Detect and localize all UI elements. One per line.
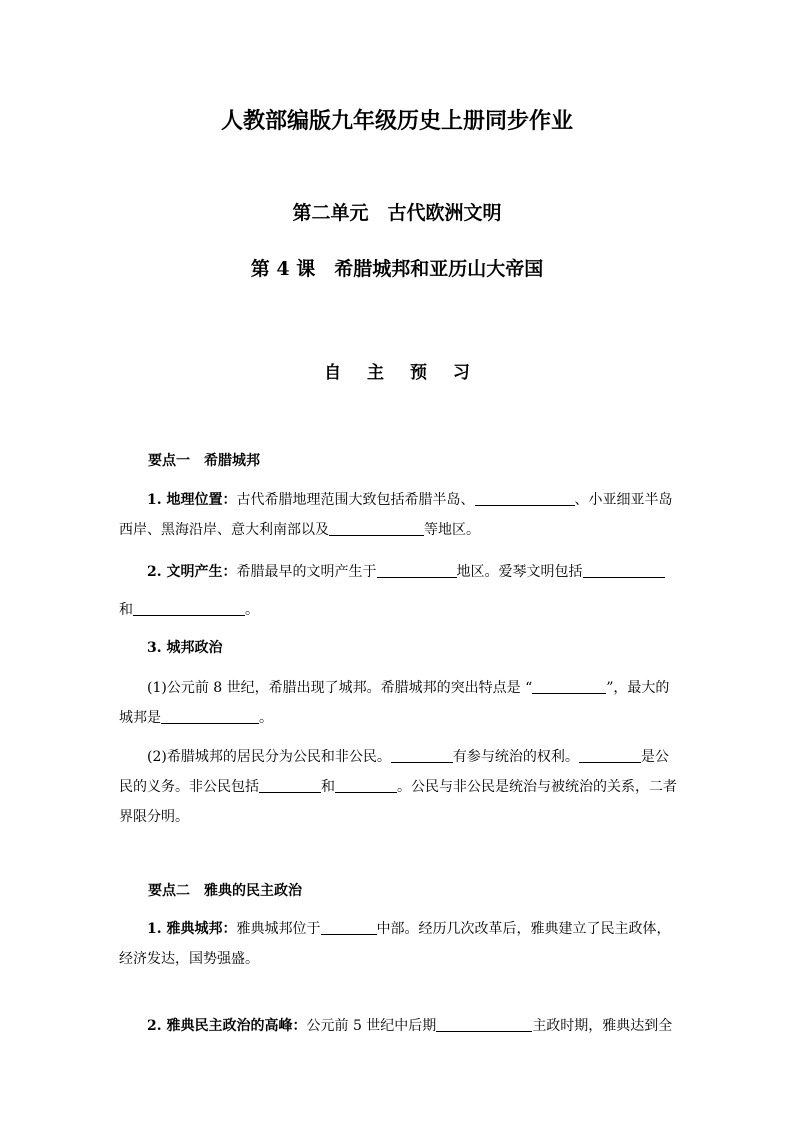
point2-heading: 要点二 雅典的民主政治 xyxy=(148,883,302,899)
lesson-title: 第 4 课 希腊城邦和亚历山大帝国 xyxy=(250,258,544,280)
item-text: 、小亚细亚半岛西岸、黑海沿岸、意大利南部以及 xyxy=(119,492,673,538)
item-text: 中部。经历几次改革后，雅典建立了民主政体，经济发达，国势强盛。 xyxy=(119,921,671,967)
section-heading xyxy=(0,358,794,383)
item-label: 2. 雅典民主政治的高峰： xyxy=(147,1018,307,1034)
section-heading-char: 主 xyxy=(367,363,385,383)
point1-item2 xyxy=(119,553,679,629)
item-text: 地区。爱琴文明包括 xyxy=(456,564,583,580)
answer-blank[interactable] xyxy=(532,679,606,694)
answer-blank[interactable] xyxy=(335,778,397,793)
item-text: ”，最大的城邦是 xyxy=(119,680,670,726)
item-text: 主政时期，雅典达到全 xyxy=(532,1018,673,1034)
answer-blank[interactable] xyxy=(583,563,665,578)
unit-title: 第二单元 古代欧洲文明 xyxy=(292,202,502,224)
item-text: 等地区。 xyxy=(424,522,480,538)
answer-blank[interactable] xyxy=(391,748,453,763)
item-text: (1)公元前 8 世纪，希腊出现了城邦。希腊城邦的突出特点是 “ xyxy=(147,680,533,696)
answer-blank[interactable] xyxy=(259,778,321,793)
section-heading-char: 习 xyxy=(452,363,470,383)
item-label: 3. 城邦政治 xyxy=(147,640,223,656)
item-text: 雅典城邦位于 xyxy=(236,921,321,937)
answer-blank[interactable] xyxy=(133,601,245,616)
point1-heading: 要点一 希腊城邦 xyxy=(148,453,260,469)
answer-blank[interactable] xyxy=(475,491,575,506)
section-heading-char: 自 xyxy=(324,363,342,383)
point2-item1 xyxy=(119,914,679,974)
item-text: 和 xyxy=(119,602,133,618)
item-text: 是公民的义务。非公民包括 xyxy=(119,749,669,795)
item-text: 。 xyxy=(245,602,259,618)
section-heading-char: 预 xyxy=(409,363,427,383)
item-text: (2)希腊城邦的居民分为公民和非公民。 xyxy=(147,749,391,765)
point1-sub1 xyxy=(119,673,679,733)
item-text: 。 xyxy=(259,710,273,726)
document-title: 人教部编版九年级历史上册同步作业 xyxy=(220,108,573,134)
answer-blank[interactable] xyxy=(329,521,424,536)
point1-item3-heading xyxy=(119,633,679,663)
item-label: 1. 雅典城邦： xyxy=(147,921,237,937)
item-text: 希腊最早的文明产生于 xyxy=(236,564,377,580)
item-label: 2. 文明产生： xyxy=(147,564,237,580)
point1-item1 xyxy=(119,485,679,545)
answer-blank[interactable] xyxy=(579,748,641,763)
item-text: 和 xyxy=(321,779,335,795)
item-label: 1. 地理位置： xyxy=(147,492,237,508)
answer-blank[interactable] xyxy=(321,920,377,935)
item-text: 。公民与非公民是统治与被统治的关系，二者界限分明。 xyxy=(119,779,677,825)
point2-item2 xyxy=(119,1011,679,1041)
point1-sub2 xyxy=(119,742,679,832)
item-text: 公元前 5 世纪中后期 xyxy=(306,1018,437,1034)
answer-blank[interactable] xyxy=(161,709,259,724)
answer-blank[interactable] xyxy=(377,563,457,578)
item-text: 古代希腊地理范围大致包括希腊半岛、 xyxy=(236,492,475,508)
answer-blank[interactable] xyxy=(436,1017,532,1032)
item-text: 有参与统治的权利。 xyxy=(452,749,579,765)
